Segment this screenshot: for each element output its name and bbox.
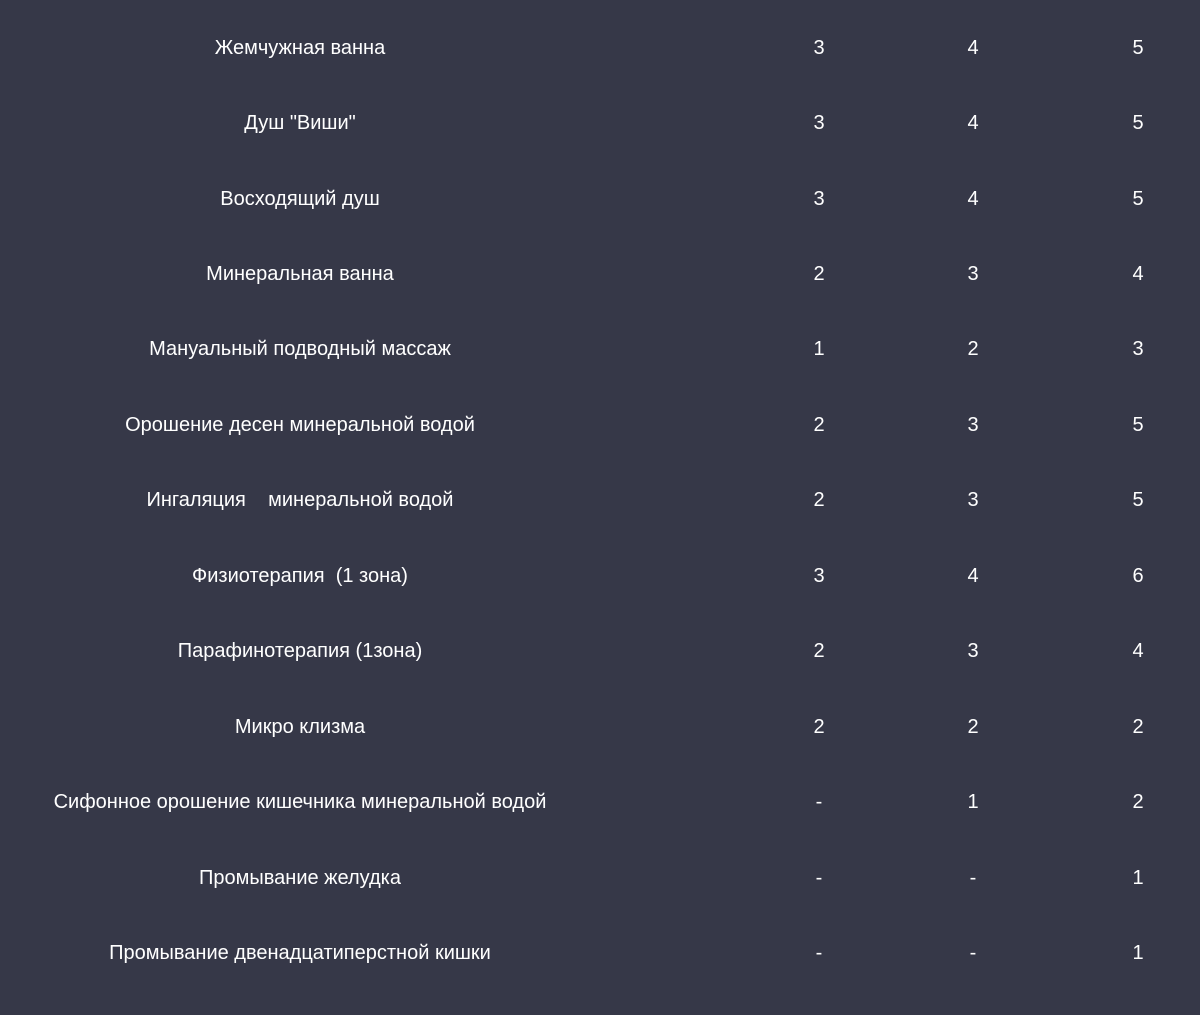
value-cell-3: 6 [1132,565,1144,587]
procedure-name: Восходящий душ [220,188,380,210]
value-cell-3: 1 [1132,942,1144,964]
value-cell-1: - [815,791,823,813]
value-cell-2: 4 [967,112,979,134]
value-cell-1: 2 [813,716,825,738]
procedure-name: Орошение десен минеральной водой [125,414,475,436]
value-cell-1: - [815,942,823,964]
value-cell-3: 5 [1132,112,1144,134]
value-cell-3: 2 [1132,716,1144,738]
value-cell-3: 5 [1132,188,1144,210]
procedure-name: Минеральная ванна [206,263,394,285]
procedure-name: Жемчужная ванна [214,37,386,59]
table-row [0,86,1200,161]
procedure-name: Сифонное орошение кишечника минеральной водой [53,791,547,813]
value-cell-3: 5 [1132,489,1144,511]
table-row [0,237,1200,312]
value-cell-2: - [969,942,977,964]
table-row [0,916,1200,991]
value-cell-3: 5 [1132,37,1144,59]
value-cell-1: 2 [813,414,825,436]
value-cell-1: 2 [813,263,825,285]
procedure-name: Ингаляция минеральной водой [146,489,454,511]
value-cell-2: 1 [967,791,979,813]
procedure-name: Парафинотерапия (1зона) [177,640,423,662]
value-cell-2: 3 [967,263,979,285]
procedure-name: Душ "Виши" [244,112,356,134]
value-cell-3: 3 [1132,338,1144,360]
table-row [0,690,1200,765]
table-row [0,388,1200,463]
table-row [0,614,1200,689]
value-cell-2: - [969,867,977,889]
value-cell-3: 5 [1132,414,1144,436]
value-cell-1: - [815,867,823,889]
value-cell-2: 3 [967,489,979,511]
value-cell-2: 3 [967,414,979,436]
procedure-name: Физиотерапия (1 зона) [192,565,408,587]
value-cell-2: 2 [967,716,979,738]
table-row [0,765,1200,840]
procedure-name: Мануальный подводный массаж [149,338,451,360]
value-cell-1: 2 [813,489,825,511]
value-cell-2: 4 [967,565,979,587]
value-cell-3: 1 [1132,867,1144,889]
table-row [0,463,1200,538]
procedure-name: Промывание двенадцатиперстной кишки [109,942,491,964]
table-row [0,312,1200,387]
table-row [0,539,1200,614]
value-cell-1: 2 [813,640,825,662]
value-cell-2: 4 [967,188,979,210]
table-row [0,11,1200,86]
value-cell-1: 1 [813,338,825,360]
procedure-name: Промывание желудка [199,867,401,889]
value-cell-1: 3 [813,112,825,134]
value-cell-1: 3 [813,188,825,210]
procedure-name: Микро клизма [234,716,366,738]
value-cell-3: 2 [1132,791,1144,813]
table-row [0,162,1200,237]
value-cell-1: 3 [813,565,825,587]
value-cell-2: 2 [967,338,979,360]
value-cell-1: 3 [813,37,825,59]
value-cell-2: 4 [967,37,979,59]
value-cell-3: 4 [1132,640,1144,662]
value-cell-2: 3 [967,640,979,662]
table-row [0,841,1200,916]
value-cell-3: 4 [1132,263,1144,285]
